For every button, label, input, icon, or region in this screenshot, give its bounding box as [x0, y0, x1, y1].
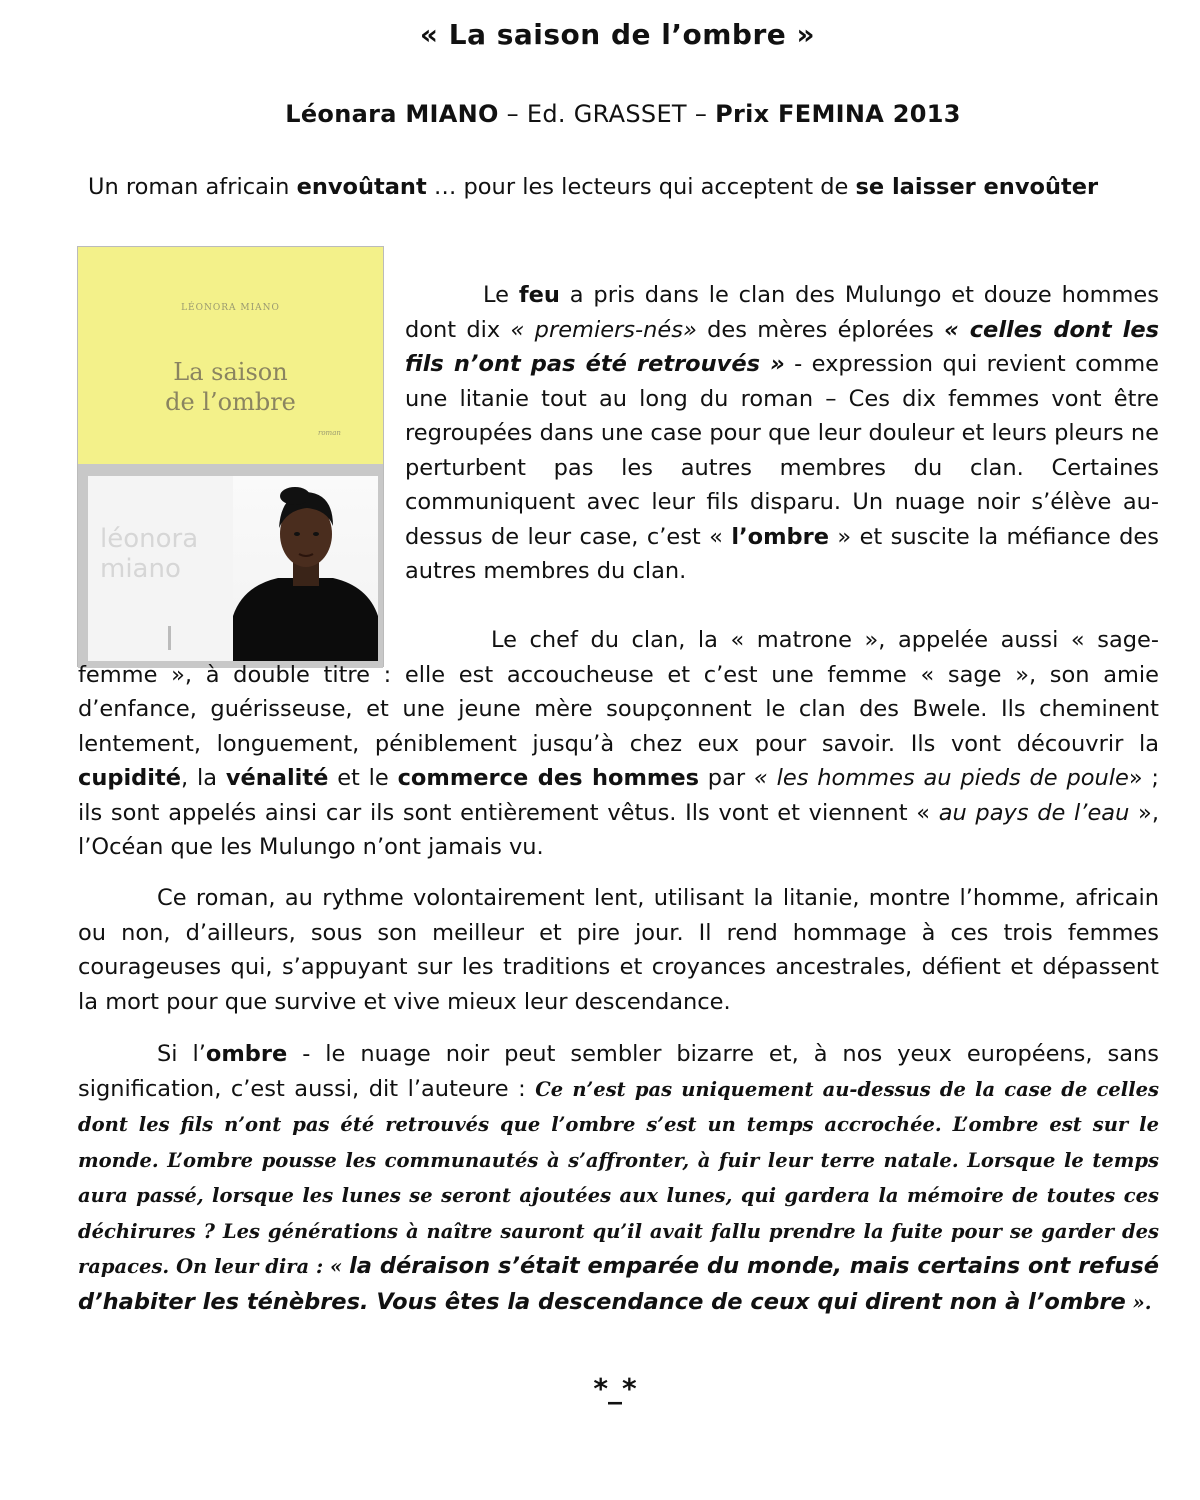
paragraph-1 — [405, 278, 1159, 589]
tagline-text: Un roman africain — [88, 174, 297, 200]
publisher: Ed. GRASSET — [526, 100, 687, 128]
end-mark: *_* — [593, 1372, 637, 1405]
paragraph-3 — [78, 881, 1159, 1019]
tagline — [88, 174, 1163, 200]
cover-author: LÉONORA MIANO — [181, 303, 280, 313]
book-details — [0, 100, 1200, 128]
keyword: commerce des hommes — [397, 765, 699, 791]
cover-title — [78, 357, 383, 417]
keyword: vénalité — [225, 765, 329, 791]
tagline-bold: envoûtant — [296, 174, 427, 200]
text-run: a pris dans le clan des Mulungo et douze hommes dont dix — [405, 282, 1159, 343]
paragraph-4 — [78, 1037, 1159, 1320]
author-name: Léonara MIANO — [285, 100, 499, 128]
tagline-bold: se laisser envoûter — [855, 174, 1099, 200]
text-run: et le — [328, 765, 398, 791]
bold-italic-quote: la déraison s’était emparée du monde, mais certains ont refusé d’habiter les ténèbres. Vous êtes la descendance de ceux qui dirent non à l’ombre — [78, 1253, 1159, 1315]
italic-quote: « premiers-nés» — [510, 316, 697, 343]
text-run: », l’Océan que les Mulungo n’ont jamais vu. — [78, 799, 1159, 860]
keyword: l’ombre — [731, 523, 829, 550]
text-run: Le chef du clan, la « matrone », appelée aussi « sage-femme », à double titre : elle est accoucheuse et c’est une femme « sage », son amie d’enfance, guérisseuse, et une jeune mère soupçonnent le clan des Bwele. Ils cheminent lentement, longuement, péniblement jusqu’à chez eux pour savoir. Ils vont découvrir la — [78, 627, 1159, 757]
cover-top-panel — [78, 247, 383, 464]
cover-title-line: La saison — [173, 358, 288, 386]
text-run: Le — [483, 282, 519, 308]
quote-end: ». — [1125, 1290, 1152, 1314]
bold-italic-quote: « celles dont les fils n’ont pas été retrouvés » — [405, 316, 1159, 377]
keyword: ombre — [205, 1041, 288, 1067]
italic-quote: au pays de l’eau — [938, 799, 1130, 826]
text-run: » ; ils sont appelés ainsi car ils sont entièrement vêtus. Ils vont et viennent « — [78, 765, 1160, 826]
text-run: - le nuage noir peut sembler bizarre et, à nos yeux européens, sans signification, c’est aussi, dit l’auteure : — [78, 1041, 1159, 1102]
text-run: par — [698, 765, 754, 791]
cover-name-line: léonora — [100, 524, 199, 554]
separator: – — [686, 100, 716, 128]
keyword: cupidité — [78, 765, 182, 791]
author-quote: Ce n’est pas uniquement au-dessus de la case de celles dont les fils n’ont pas été retrouvés que l’ombre s’est un temps accrochée. L’ombre est sur le monde. L’ombre pousse les communautés à s’affronter, à fuir leur terre natale. Lorsque le temps aura passé, lorsque les lunes se seront ajoutées aux lunes, qui gardera la mémoire de toutes ces déchirures ? Les générations à naître sauront qu’il avait fallu prendre la fuite pour se garder des rapaces. On leur dira : « — [78, 1077, 1159, 1278]
text-run: » et suscite la méfiance des autres membres du clan. — [405, 523, 1160, 584]
text-run: Ce roman, au rythme volontairement lent, utilisant la litanie, montre l’homme, africain ou non, d’ailleurs, sous son meilleur et pire jour. Il rend hommage à ces trois femmes courageuses qui, s’appuyant sur les traditions et croyances ancestrales, défient et dépassent la mort pour que survive et vive mieux leur descendance. — [78, 885, 1159, 1015]
cover-author-name — [100, 524, 198, 584]
cover-genre: roman — [318, 429, 341, 437]
prize: Prix FEMINA 2013 — [715, 100, 961, 128]
book-cover-image — [77, 246, 384, 667]
keyword: feu — [518, 282, 560, 308]
text-run: , la — [181, 765, 226, 791]
text-run: Si l’ — [157, 1041, 206, 1067]
text-run: - expression qui revient comme une litanie tout au long du roman – Ces dix femmes vont être regroupées dans une case pour que leur douleur et leurs pleurs ne perturbent pas les autres membres du clan. Certaines communiquent avec leur fils disparu. Un nuage noir s’élève au-dessus de leur case, c’est « — [405, 351, 1159, 550]
paragraph-2 — [78, 623, 1159, 865]
italic-quote: « les hommes au pieds de poule — [753, 765, 1129, 791]
cover-title-line: de l’ombre — [165, 388, 296, 416]
cover-name-line: miano — [100, 554, 181, 584]
tagline-text: … pour les lecteurs qui acceptent de — [426, 174, 856, 200]
separator: – — [498, 100, 527, 128]
text-run: des mères éplorées — [696, 316, 945, 343]
page-title: « La saison de l’ombre » — [419, 18, 816, 51]
